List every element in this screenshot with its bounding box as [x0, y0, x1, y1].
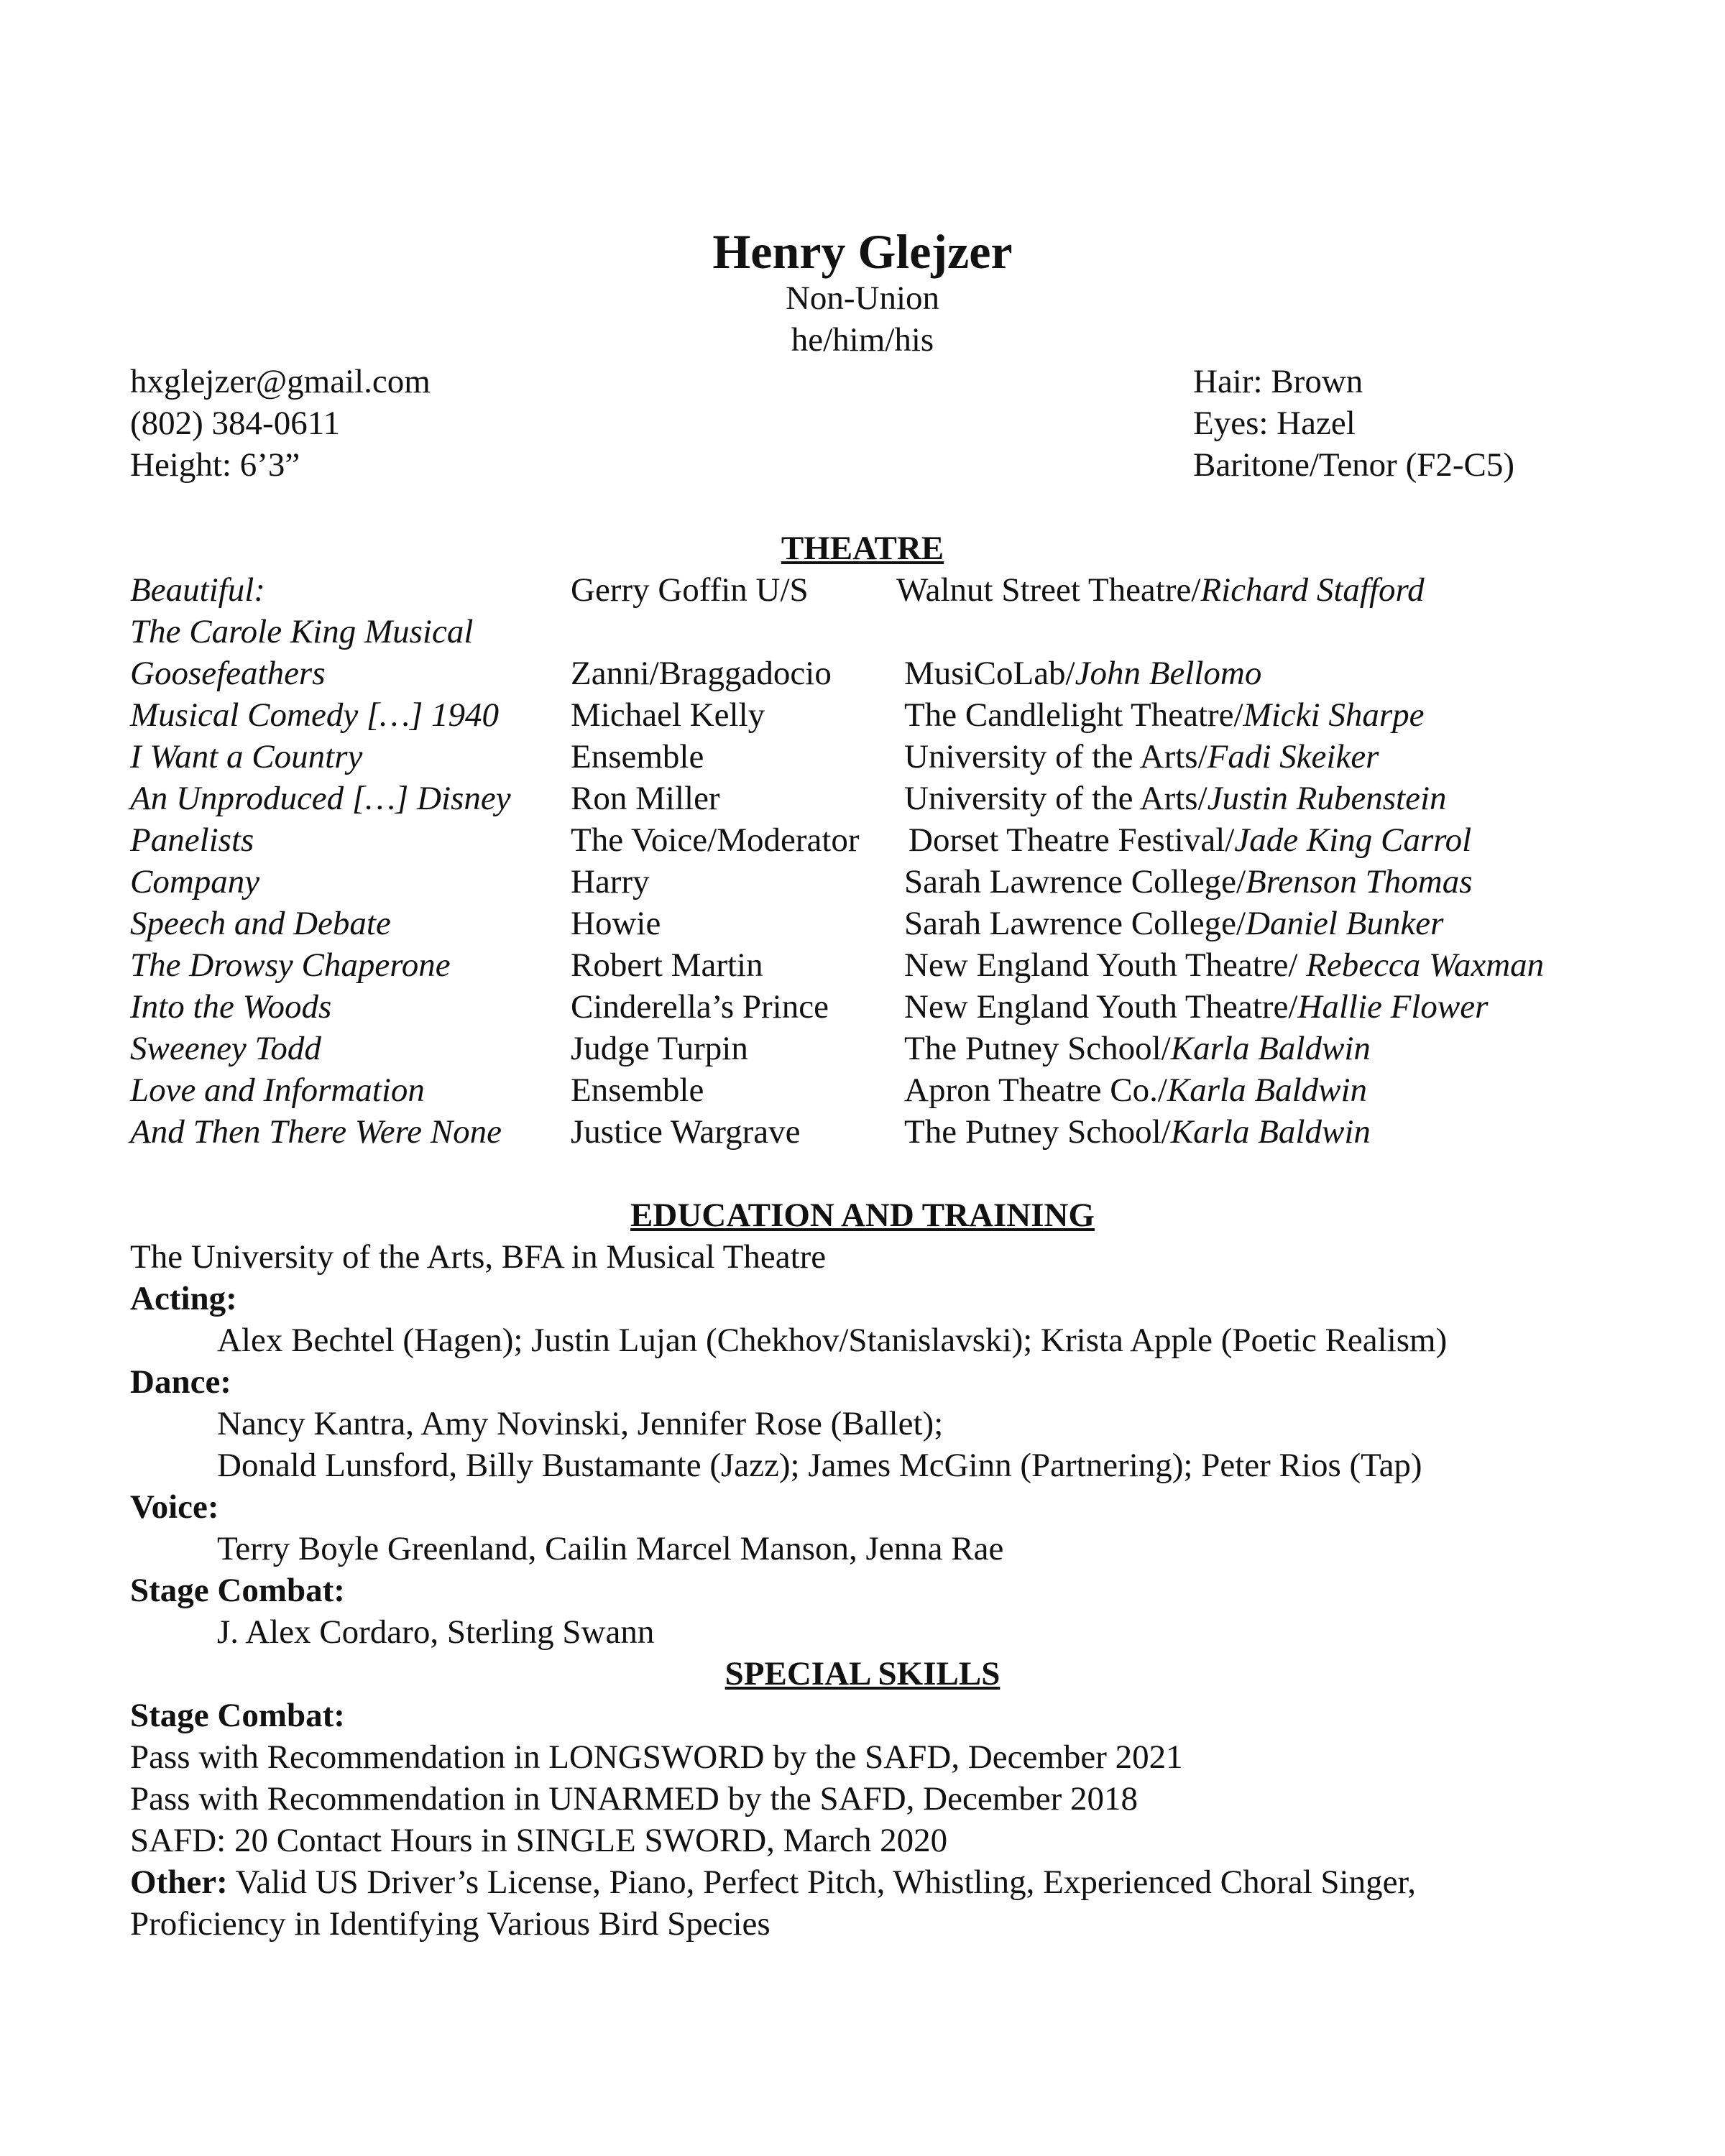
credit-row: [0, 986, 1725, 1028]
other-label: Other:: [130, 1864, 228, 1901]
credit-role: Judge Turpin: [571, 1030, 748, 1067]
hair: Hair: Brown: [1193, 363, 1363, 400]
credit-show: An Unproduced […] Disney: [130, 780, 511, 817]
credit-row: [0, 903, 1725, 944]
credit-venue: Walnut Street Theatre/Richard Stafford: [896, 571, 1425, 609]
voice-label: Voice:: [130, 1488, 219, 1526]
credit-role: Ensemble: [571, 1072, 704, 1109]
credit-role: Gerry Goffin U/S: [571, 571, 809, 609]
credit-venue: Sarah Lawrence College/Brenson Thomas: [904, 863, 1473, 900]
credit-row: [0, 569, 1725, 611]
eyes: Eyes: Hazel: [1193, 405, 1356, 442]
credit-venue: Sarah Lawrence College/Daniel Bunker: [904, 905, 1444, 942]
dance-teachers-2: Donald Lunsford, Billy Bustamante (Jazz); James McGinn (Partnering); Peter Rios (Tap): [217, 1447, 1422, 1484]
credit-row: [0, 653, 1725, 694]
credit-row: [0, 1028, 1725, 1069]
dance-teachers-1: Nancy Kantra, Amy Novinski, Jennifer Rose (Ballet);: [217, 1405, 944, 1442]
credit-role: Ensemble: [571, 738, 704, 775]
combat-label: Stage Combat:: [130, 1572, 345, 1609]
credit-row: [0, 861, 1725, 903]
credit-show: And Then There Were None: [130, 1113, 502, 1151]
email: hxglejzer@gmail.com: [130, 363, 431, 400]
credit-venue: New England Youth Theatre/ Rebecca Waxman: [904, 946, 1545, 984]
credit-venue: New England Youth Theatre/Hallie Flower: [904, 988, 1489, 1026]
height: Height: 6’3”: [130, 446, 300, 484]
phone: (802) 384-0611: [130, 405, 340, 442]
credit-show: The Carole King Musical: [130, 613, 474, 650]
union-status: Non-Union: [785, 280, 940, 317]
credit-venue: Apron Theatre Co./Karla Baldwin: [904, 1072, 1368, 1109]
credit-row: [0, 778, 1725, 819]
credit-venue: The Putney School/Karla Baldwin: [904, 1030, 1371, 1067]
credit-show: Speech and Debate: [130, 905, 391, 942]
credit-role: Harry: [571, 863, 650, 900]
credit-venue: Dorset Theatre Festival/Jade King Carrol: [908, 821, 1472, 859]
credit-role: Michael Kelly: [571, 696, 765, 734]
credit-show: Musical Comedy […] 1940: [130, 696, 500, 734]
skill-single-sword: SAFD: 20 Contact Hours in SINGLE SWORD, March 2020: [130, 1822, 948, 1859]
credit-show: Panelists: [130, 821, 254, 859]
credit-row: [0, 1069, 1725, 1111]
voice-range: Baritone/Tenor (F2-C5): [1193, 446, 1515, 484]
dance-label: Dance:: [130, 1363, 231, 1401]
credit-role: Howie: [571, 905, 661, 942]
education-heading: EDUCATION AND TRAINING: [630, 1197, 1095, 1234]
credit-show: Company: [130, 863, 260, 900]
skills-heading: SPECIAL SKILLS: [724, 1655, 1000, 1692]
credit-show: I Want a Country: [130, 738, 363, 775]
school: The University of the Arts, BFA in Musical Theatre: [130, 1238, 827, 1276]
credit-show: Goosefeathers: [130, 655, 326, 692]
credit-row: [0, 1111, 1725, 1153]
credit-show: Beautiful:: [130, 571, 265, 609]
other-skills-text: Valid US Driver’s License, Piano, Perfect Pitch, Whistling, Experienced Choral Singer,: [227, 1864, 1416, 1901]
credit-role: Zanni/Braggadocio: [571, 655, 832, 692]
credit-row: [0, 736, 1725, 778]
credit-show: Sweeney Todd: [130, 1030, 321, 1067]
other-skills-2: Proficiency in Identifying Various Bird Species: [130, 1905, 770, 1943]
credit-row: [0, 944, 1725, 986]
skill-unarmed: Pass with Recommendation in UNARMED by the SAFD, December 2018: [130, 1780, 1138, 1818]
credit-role: Ron Miller: [571, 780, 720, 817]
credit-show: Love and Information: [130, 1072, 425, 1109]
credit-row: [0, 611, 1725, 653]
credit-role: Robert Martin: [571, 946, 763, 984]
acting-label: Acting:: [130, 1280, 237, 1317]
credit-venue: University of the Arts/Fadi Skeiker: [904, 738, 1379, 775]
credit-venue: The Putney School/Karla Baldwin: [904, 1113, 1371, 1151]
skill-longsword: Pass with Recommendation in LONGSWORD by the SAFD, December 2021: [130, 1738, 1183, 1776]
credit-show: The Drowsy Chaperone: [130, 946, 451, 984]
voice-teachers: Terry Boyle Greenland, Cailin Marcel Manson, Jenna Rae: [217, 1530, 1004, 1567]
pronouns: he/him/his: [791, 321, 934, 359]
actor-name: Henry Glejzer: [712, 224, 1013, 279]
theatre-heading: THEATRE: [781, 530, 944, 567]
acting-teachers: Alex Bechtel (Hagen); Justin Lujan (Chekhov/Stanislavski); Krista Apple (Poetic Realism): [217, 1322, 1448, 1359]
credit-row: [0, 694, 1725, 736]
credit-role: Justice Wargrave: [571, 1113, 801, 1151]
credit-venue: MusiCoLab/John Bellomo: [904, 655, 1262, 692]
credit-venue: The Candlelight Theatre/Micki Sharpe: [904, 696, 1425, 734]
credit-role: Cinderella’s Prince: [571, 988, 829, 1026]
skills-combat-label: Stage Combat:: [130, 1697, 345, 1734]
credit-role: The Voice/Moderator: [571, 821, 860, 859]
combat-teachers: J. Alex Cordaro, Sterling Swann: [217, 1613, 655, 1651]
other-skills: [130, 1861, 1416, 1903]
credit-venue: University of the Arts/Justin Rubenstein: [904, 780, 1447, 817]
credit-show: Into the Woods: [130, 988, 332, 1026]
credit-row: [0, 819, 1725, 861]
